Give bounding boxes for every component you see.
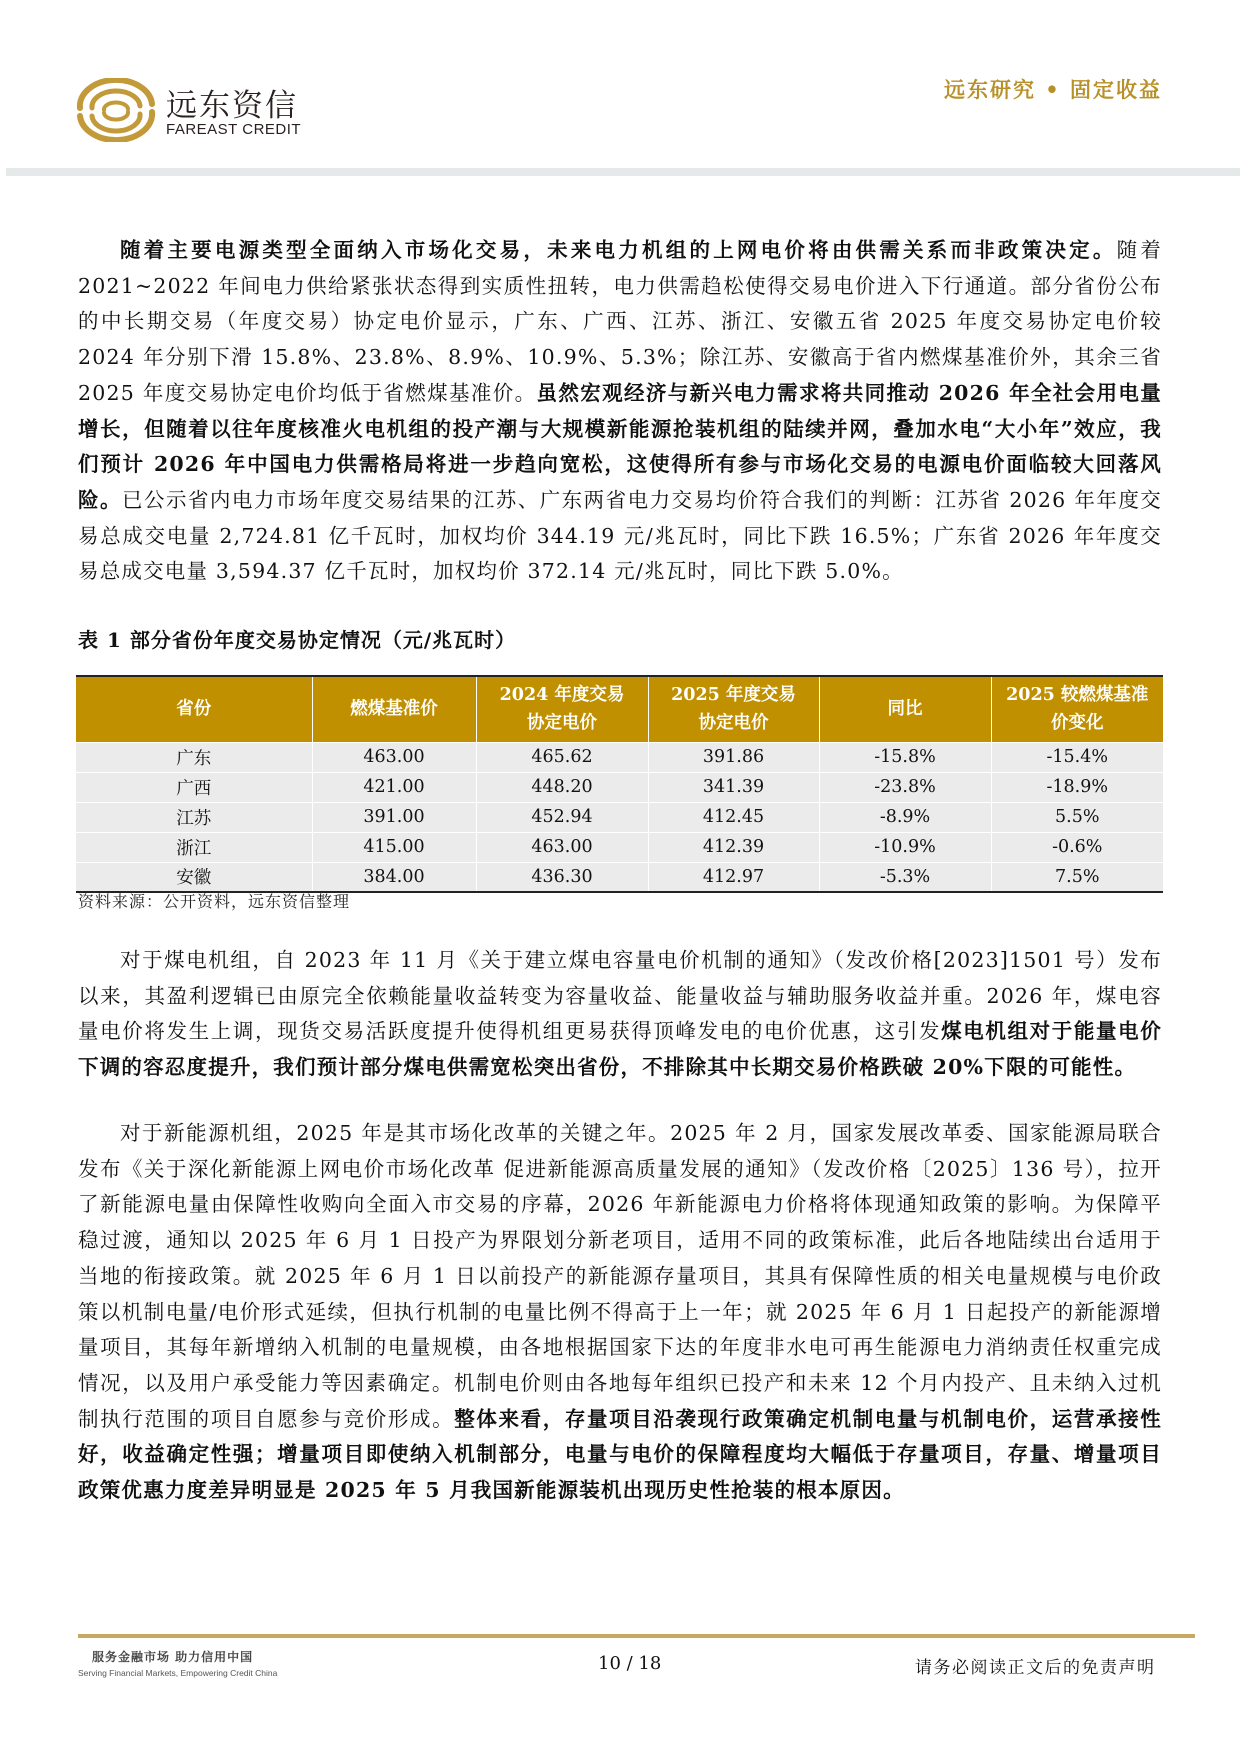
column-header: 2025 较燃煤基准 价变化: [1006, 685, 1149, 734]
column-header: 2024 年度交易 协定电价: [476, 676, 648, 742]
value-cell: -8.9%: [819, 802, 991, 832]
section-title: 远东研究 • 固定收益: [944, 77, 1163, 102]
paragraph-power-market: [78, 233, 1162, 590]
value-cell: 412.39: [648, 832, 819, 862]
value-cell: 7.5%: [991, 862, 1163, 892]
province-cell: 安徽: [76, 862, 312, 892]
value-cell: 391.00: [312, 802, 476, 832]
value-cell: 384.00: [312, 862, 476, 892]
logo-english-name: FAREAST CREDIT: [166, 121, 302, 138]
disclaimer-note: 请务必阅读正文后的免责声明: [915, 1658, 1156, 1678]
page-number: 10 / 18: [598, 1653, 662, 1674]
para-text-bold: 整体来看，存量项目沿袭现行政策确定机制电量与机制电价，运营承接性好，收益确定性强；增量项目即使纳入机制部分，电量与电价的保障程度均大幅低于存量项目，存量、增量项目政策优惠力度差异明显是 2025 年 5 月我国新能源装机出现历史性抢装的根本原因。: [78, 1406, 1162, 1503]
value-cell: -5.3%: [819, 862, 991, 892]
value-cell: -18.9%: [991, 772, 1163, 802]
value-cell: 391.86: [648, 742, 819, 772]
value-cell: 5.5%: [991, 802, 1163, 832]
table-caption: 表 1 部分省份年度交易协定情况（元/兆瓦时）: [78, 628, 517, 652]
value-cell: 412.97: [648, 862, 819, 892]
province-cell: 江苏: [76, 802, 312, 832]
value-cell: 421.00: [312, 772, 476, 802]
footer-slogan-english: Serving Financial Markets, Empowering Credit China: [78, 1668, 278, 1678]
value-cell: 412.45: [648, 802, 819, 832]
value-cell: 465.62: [476, 742, 648, 772]
column-header: 燃煤基准价: [312, 676, 476, 742]
table-row: [76, 772, 1163, 802]
para-text: 对于新能源机组，2025 年是其市场化改革的关键之年。2025 年 2 月，国家发展改革委、国家能源局联合发布《关于深化新能源上网电价市场化改革 促进新能源高质量发展的通知》（发改价格〔2025〕136 号），拉开了新能源电量由保障性收购向全面入市交易的序幕，2026 年新能源电力价格将体现通知政策的影响。为保障平稳过渡，通知以 2025 年 6 月 1 日投产为界限划分新老项目，适用不同的政策标准，此后各地陆续出台适用于当地的衔接政策。就 2025 年 6 月 1 日以前投产的新能源存量项目，其具有保障性质的相关电量规模与电价政策以机制电量/电价形式延续，但执行机制的电量比例不得高于上一年；就 2025 年 6 月 1 日起投产的新能源增量项目，其每年新增纳入机制的电量规模，由各地根据国家下达的年度非水电可再生能源电力消纳责任权重完成情况，以及用户承受能力等因素确定。机制电价则由各地每年组织已投产和未来 12 个月内投产、且未纳入过机制执行范围的项目自愿参与竞价形成。: [78, 1121, 1162, 1431]
para-text-bold: 虽然宏观经济与新兴电力需求将共同推动 2026 年全社会用电量增长，但随着以往年度核准火电机组的投产潮与大规模新能源抢装机组的陆续并网，叠加水电“大小年”效应，我们预计 2026 年中国电力供需格局将进一步趋向宽松，这使得所有参与市场化交易的电源电价面临较大回落风险。: [78, 380, 1162, 512]
province-price-table: [76, 675, 1163, 893]
province-cell: 广东: [76, 742, 312, 772]
para-text-bold: 随着主要电源类型全面纳入市场化交易，未来电力机组的上网电价将由供需关系而非政策决定。: [120, 238, 1117, 262]
value-cell: 448.20: [476, 772, 648, 802]
logo-chinese-name: 远东资信: [166, 88, 298, 124]
table-header-row: [76, 676, 1163, 742]
table-row: [76, 832, 1163, 862]
value-cell: 452.94: [476, 802, 648, 832]
para-text: 已公示省内电力市场年度交易结果的江苏、广东两省电力交易均价符合我们的判断：江苏省 2026 年年度交易总成交电量 2,724.81 亿千瓦时，加权均价 344.19 元/兆瓦时，同比下跌 16.5%；广东省 2026 年年度交易总成交电量 3,594.37 亿千瓦时，加权均价 372.14 元/兆瓦时，同比下跌 5.0%。: [78, 487, 1163, 584]
value-cell: 463.00: [312, 742, 476, 772]
value-cell: -0.6%: [991, 832, 1163, 862]
column-header: 2025 年度交易 协定电价: [648, 676, 819, 742]
value-cell: 436.30: [476, 862, 648, 892]
header-divider: [6, 168, 1240, 176]
paragraph-new-energy: [78, 1116, 1162, 1509]
para-text-bold: 煤电机组对于能量电价下调的容忍度提升，我们预计部分煤电供需宽松突出省份，不排除其中长期交易价格跌破 20%下限的可能性。: [78, 1019, 1162, 1080]
province-cell: 广西: [76, 772, 312, 802]
paragraph-coal-power: [78, 943, 1162, 1086]
value-cell: 415.00: [312, 832, 476, 862]
column-header: 省份: [76, 676, 312, 742]
footer-slogan: 服务金融市场 助力信用中国: [92, 1650, 254, 1664]
value-cell: -23.8%: [819, 772, 991, 802]
column-header: 同比: [819, 676, 991, 742]
table-row: [76, 862, 1163, 892]
table-source: 资料来源：公开资料，远东资信整理: [78, 892, 351, 911]
value-cell: -10.9%: [819, 832, 991, 862]
value-cell: 341.39: [648, 772, 819, 802]
table-row: [76, 802, 1163, 832]
province-cell: 浙江: [76, 832, 312, 862]
footer-divider: [78, 1634, 1195, 1638]
para-text: 随着 2021~2022 年间电力供给紧张状态得到实质性扭转，电力供需趋松使得交易电价进入下行通道。部分省份公布的中长期交易（年度交易）协定电价显示，广东、广西、江苏、浙江、安徽五省 2025 年度交易协定电价较 2024 年分别下滑 15.8%、23.8%、8.9%、10.9%、5.3%；除江苏、安徽高于省内燃煤基准价外，其余三省 2025 年度交易协定电价均低于省燃煤基准价。: [78, 238, 1162, 405]
fareast-logo-icon: [72, 78, 162, 142]
para-text: 对于煤电机组，自 2023 年 11 月《关于建立煤电容量电价机制的通知》（发改价格[2023]1501 号）发布以来，其盈利逻辑已由原完全依赖能量收益转变为容量收益、能量收益与辅助服务收益并重。2026 年，煤电容量电价将发生上调，现货交易活跃度提升使得机组更易获得顶峰发电的电价优惠，这引发: [78, 948, 1162, 1044]
table-row: [76, 742, 1163, 772]
value-cell: -15.8%: [819, 742, 991, 772]
value-cell: -15.4%: [991, 742, 1163, 772]
value-cell: 463.00: [476, 832, 648, 862]
